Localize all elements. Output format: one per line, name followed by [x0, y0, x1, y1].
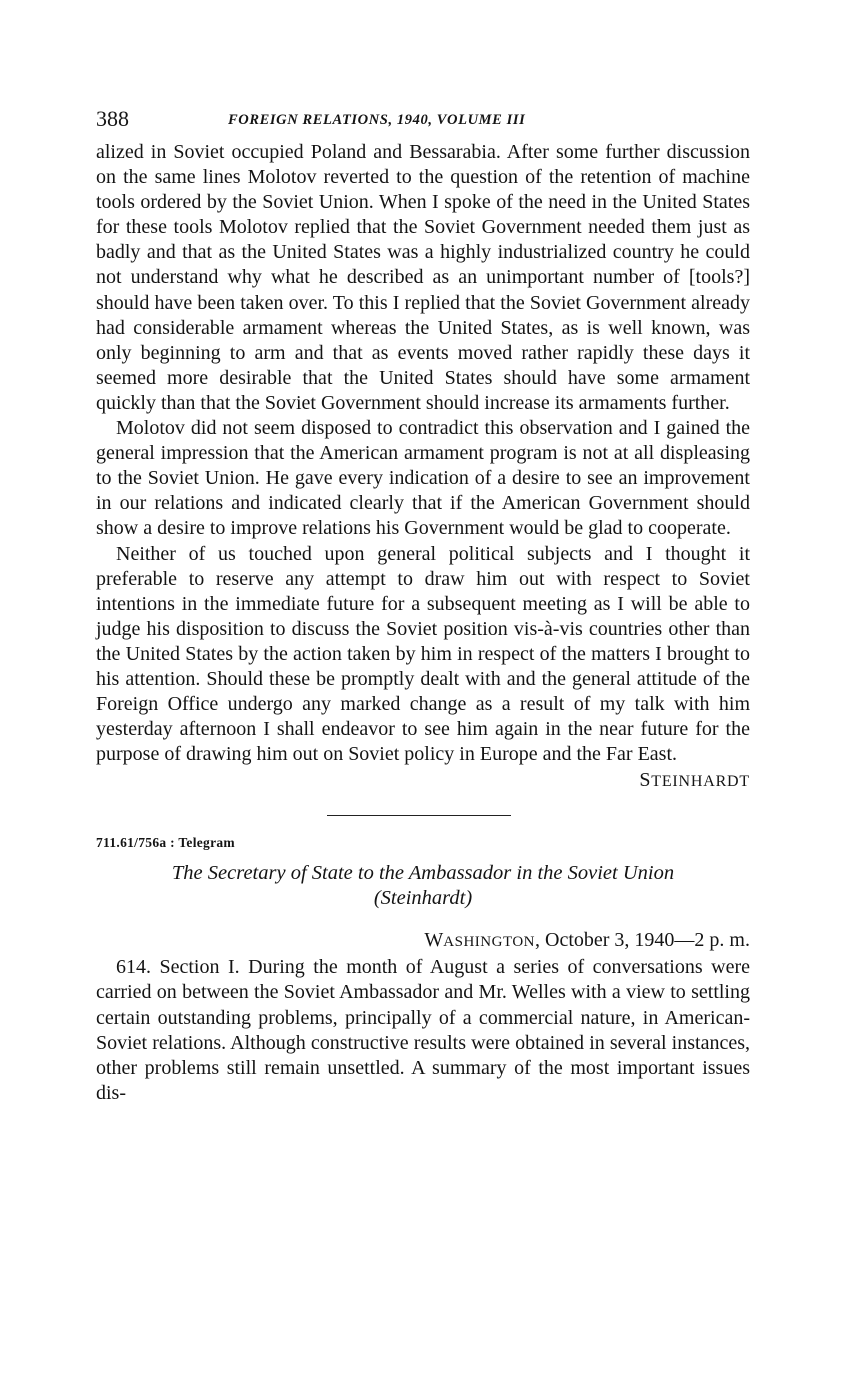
dateline [96, 928, 750, 955]
document-heading-line1: The Secretary of State to the Ambassador in the Soviet Union [171, 862, 675, 885]
running-title: FOREIGN RELATIONS, 1940, VOLUME III [228, 112, 526, 128]
signature-rest: TEINHARDT [651, 773, 750, 791]
file-reference: 711.61/756a : Telegram [96, 835, 235, 851]
document-page [96, 104, 750, 1106]
paragraph-political-subjects: Neither of us touched upon general political subjects and I thought it preferable to reserve any attempt to draw him out with respect to Soviet intentions in the immediate future for a subsequent meeting as I will be able to judge his disposition to discuss the Soviet position vis-à-vis countries other than the United States by the action taken by him in respect of the matters I brought to his attention. Should these be promptly dealt with and the general attitude of the Foreign Office undergo any marked change as a result of my talk with him yesterday afternoon I shall endeavor to see him again in the near future for the purpose of drawing him out on Soviet policy in Europe and the Far East. [96, 542, 750, 766]
running-header [96, 104, 750, 140]
dateline-place-rest: ASHINGTON [443, 934, 536, 951]
signature [96, 768, 750, 794]
dateline-place-initial: W [424, 929, 444, 952]
page-number: 388 [96, 106, 129, 131]
document-heading-line2: (Steinhardt) [373, 887, 473, 910]
telegram-body: 614. Section I. During the month of August a series of conversations were carried on between the Soviet Ambassador and Mr. Welles with a view to settling certain outstanding problems, principally of a commercial nature, in American-Soviet relations. Although constructive results were obtained in several instances, other problems still remain unsettled. A summary of the most important issues dis- [96, 956, 750, 1104]
dateline-date: , October 3, 1940—2 p. m. [535, 929, 750, 952]
paragraph-continued: alized in Soviet occupied Poland and Bessarabia. After some further discussion on the same lines Molotov reverted to the question of the retention of machine tools ordered by the Soviet Union. When I spoke of the need in the United States for these tools Molotov replied that the Soviet Government needed them just as badly and that as the United States was a highly industrialized country he could not understand why what he described as an unimportant number of [tools?] should have been taken over. To this I replied that the Soviet Government already had considerable armament whereas the United States, as is well known, was only beginning to arm and that as events moved rather rapidly these days it seemed more desirable that the United States should have some armament quickly than that the Soviet Government should increase its armaments further. [96, 141, 750, 414]
signature-initial: S [639, 769, 652, 792]
document-heading [96, 861, 750, 911]
section-divider [327, 815, 511, 816]
paragraph-molotov-reaction: Molotov did not seem disposed to contradict this observation and I gained the general impression that the American armament program is not at all displeasing to the Soviet Union. He gave every indication of a desire to see an improvement in our relations and indicated clearly that if the American Government should show a desire to improve relations his Government would be glad to cooperate. [96, 417, 750, 540]
